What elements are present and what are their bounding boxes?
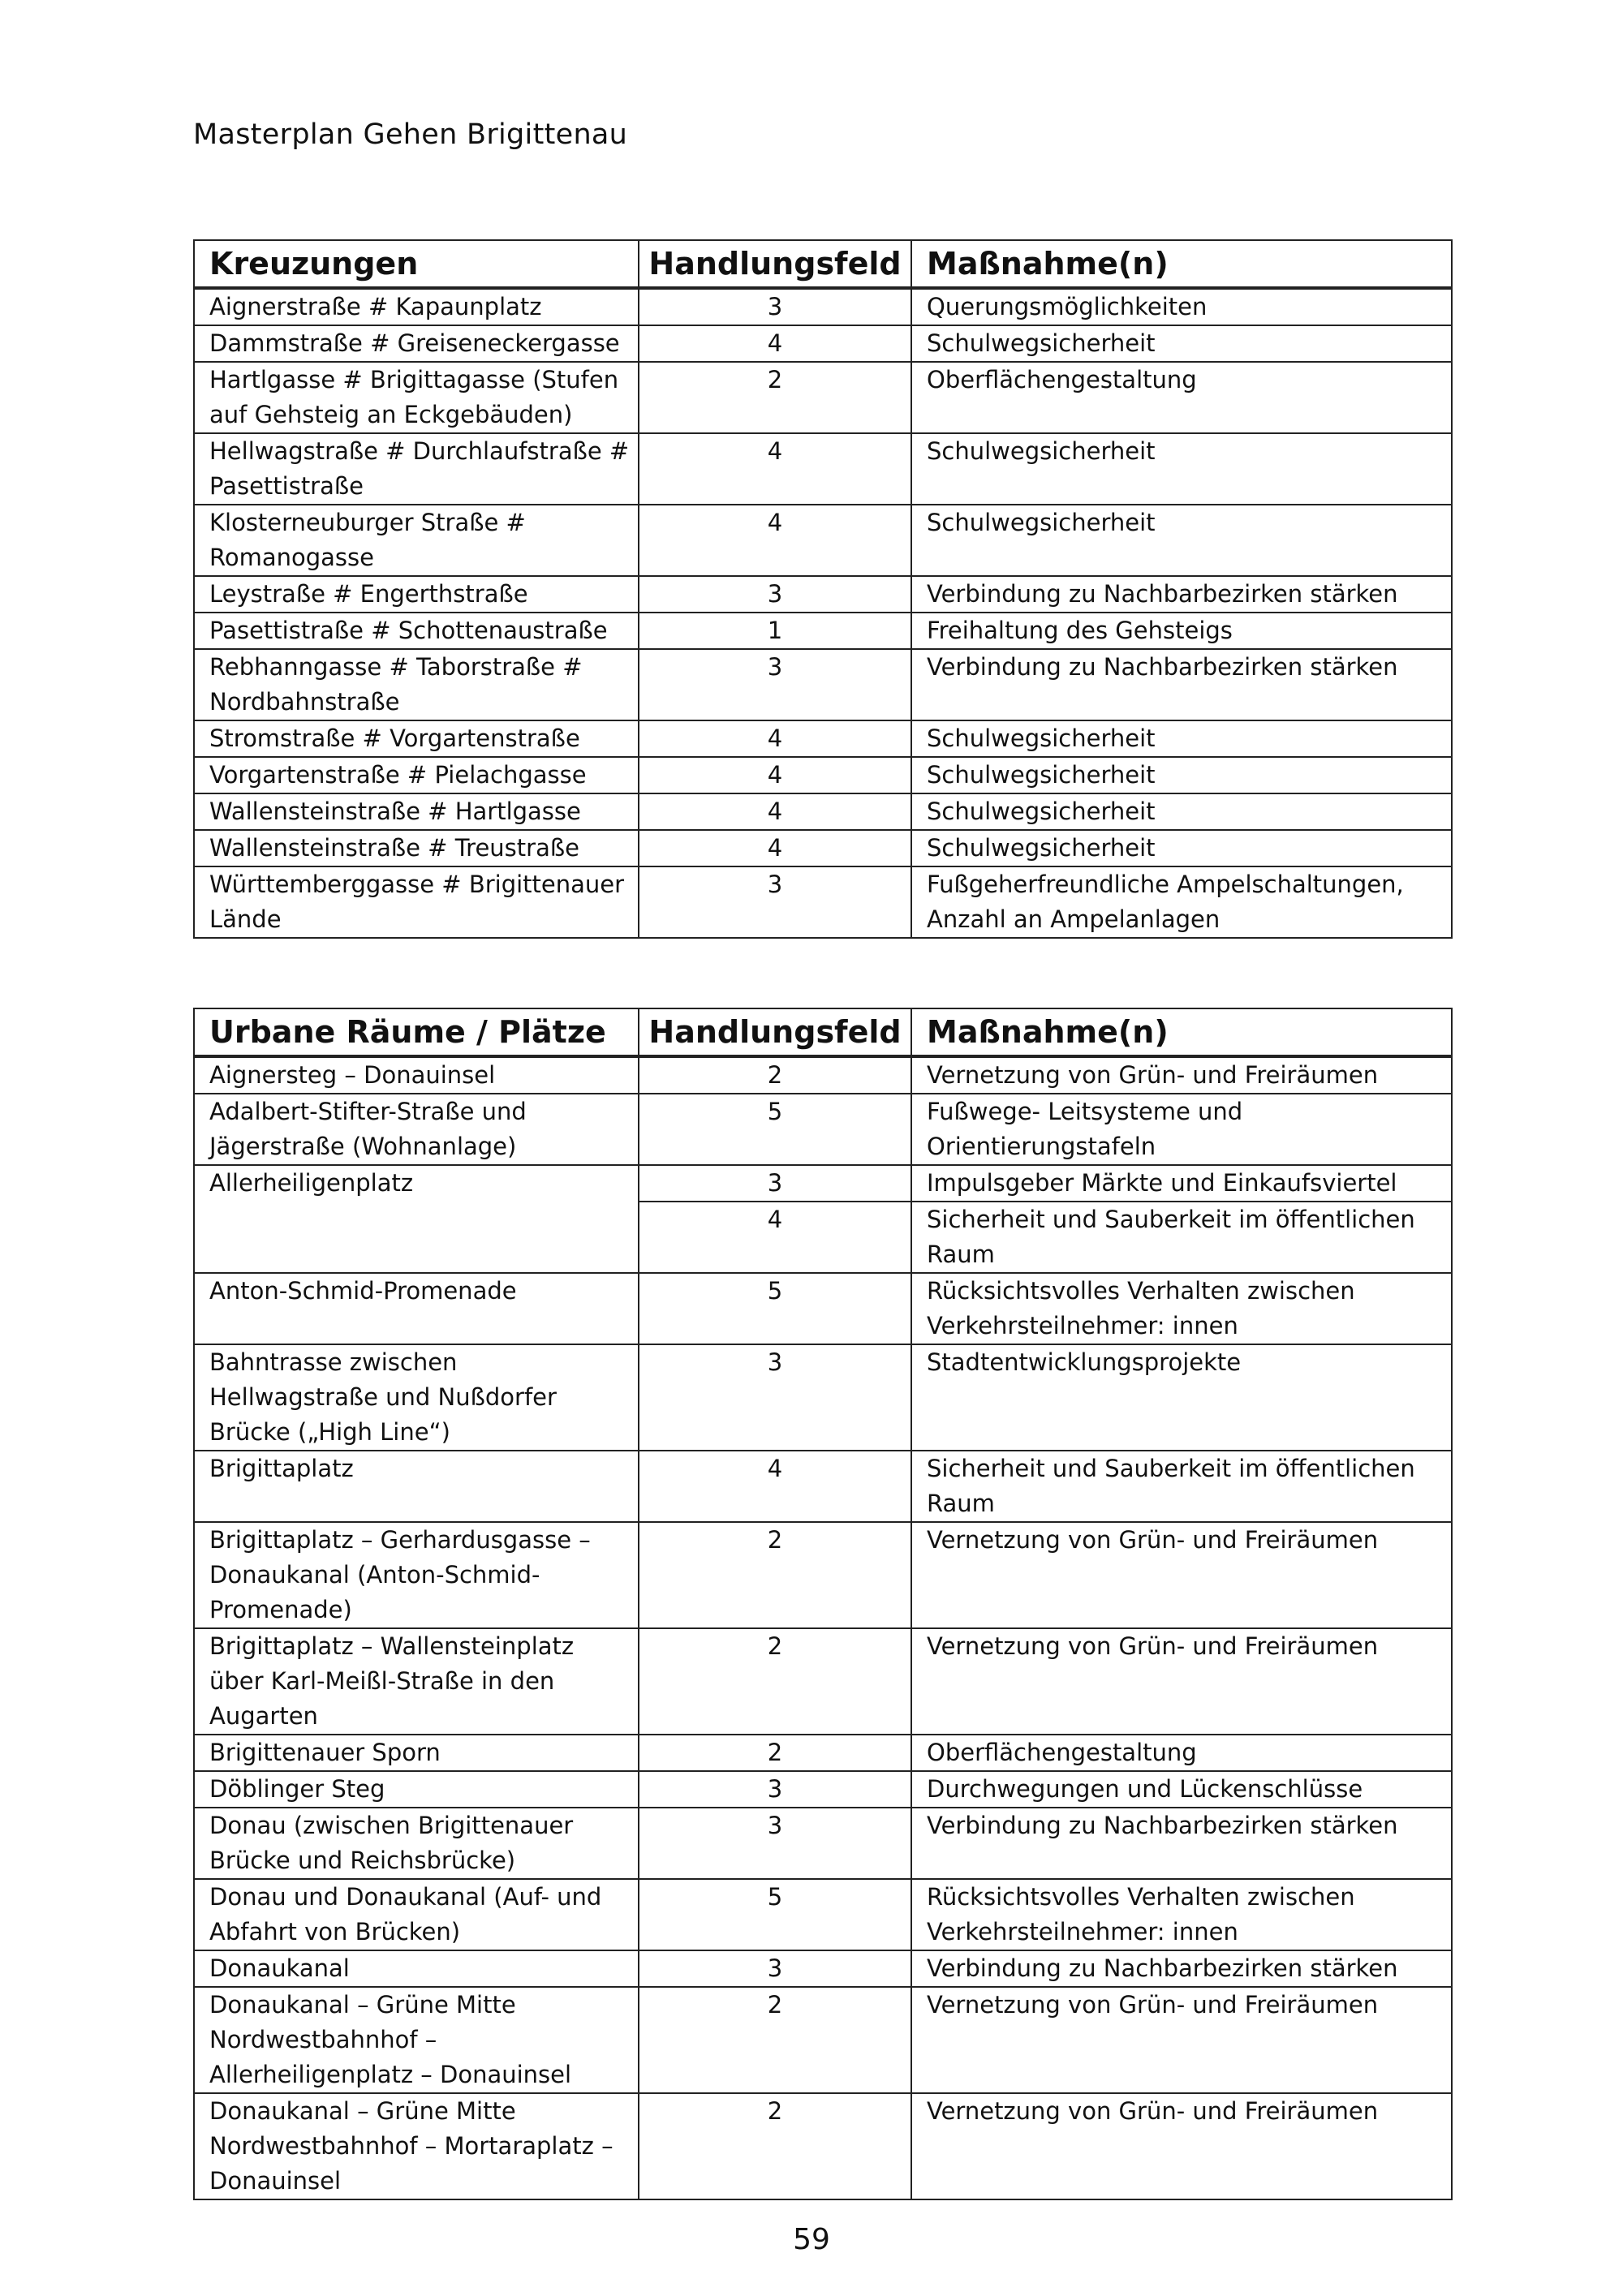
table-row: [194, 649, 1452, 720]
cell-location: Döblinger Steg: [194, 1771, 639, 1808]
cell-location: Brigittaplatz – Gerhardusgasse – Donaukanal (Anton-Schmid-Promenade): [194, 1522, 639, 1628]
cell-location: Donaukanal: [194, 1950, 639, 1987]
cell-location: Stromstraße # Vorgartenstraße: [194, 720, 639, 757]
table-row: [194, 1987, 1452, 2093]
cell-location: Allerheiligenplatz: [194, 1165, 639, 1273]
cell-handlungsfeld: 4: [639, 1451, 911, 1522]
table-row: [194, 1056, 1452, 1094]
cell-handlungsfeld: 5: [639, 1879, 911, 1950]
column-header-massnahmen: Maßnahme(n): [911, 1008, 1452, 1056]
column-header-kreuzungen: Kreuzungen: [194, 240, 639, 288]
cell-location: Pasettistraße # Schottenaustraße: [194, 613, 639, 649]
page-number: 59: [793, 2223, 830, 2256]
cell-handlungsfeld: 2: [639, 2093, 911, 2199]
cell-massnahme: Sicherheit und Sauberkeit im öffentlichen Raum: [911, 1451, 1452, 1522]
cell-handlungsfeld: 5: [639, 1094, 911, 1165]
cell-handlungsfeld: 2: [639, 1522, 911, 1628]
table-row: [194, 505, 1452, 576]
cell-massnahme: Fußwege- Leitsysteme und Orientierungstafeln: [911, 1094, 1452, 1165]
table-row: [194, 793, 1452, 830]
cell-location: Dammstraße # Greiseneckergasse: [194, 325, 639, 362]
table-row: [194, 720, 1452, 757]
table-row: [194, 1735, 1452, 1771]
cell-handlungsfeld: 3: [639, 1165, 911, 1202]
cell-handlungsfeld: 4: [639, 505, 911, 576]
cell-location: Anton-Schmid-Promenade: [194, 1273, 639, 1344]
cell-handlungsfeld: 3: [639, 1808, 911, 1879]
cell-massnahme: Rücksichtsvolles Verhalten zwischen Verkehrsteilnehmer: innen: [911, 1879, 1452, 1950]
table-kreuzungen: [193, 239, 1453, 939]
cell-massnahme: Schulwegsicherheit: [911, 757, 1452, 793]
cell-massnahme: Vernetzung von Grün- und Freiräumen: [911, 1056, 1452, 1094]
table-row: [194, 576, 1452, 613]
table-row: [194, 866, 1452, 938]
cell-handlungsfeld: 4: [639, 433, 911, 505]
cell-massnahme: Verbindung zu Nachbarbezirken stärken: [911, 576, 1452, 613]
cell-massnahme: Schulwegsicherheit: [911, 433, 1452, 505]
cell-handlungsfeld: 1: [639, 613, 911, 649]
cell-handlungsfeld: 3: [639, 1771, 911, 1808]
table-row: [194, 757, 1452, 793]
cell-massnahme: Impulsgeber Märkte und Einkaufsviertel: [911, 1165, 1452, 1202]
cell-handlungsfeld: 4: [639, 793, 911, 830]
cell-handlungsfeld: 2: [639, 1735, 911, 1771]
table-row: [194, 362, 1452, 433]
cell-handlungsfeld: 2: [639, 362, 911, 433]
table-urbane-raeume: [193, 1008, 1453, 2200]
cell-handlungsfeld: 3: [639, 1950, 911, 1987]
table-row: [194, 1273, 1452, 1344]
cell-location: Wallensteinstraße # Hartlgasse: [194, 793, 639, 830]
cell-massnahme: Oberflächengestaltung: [911, 362, 1452, 433]
table-row: [194, 1950, 1452, 1987]
cell-location: Rebhanngasse # Taborstraße # Nordbahnstraße: [194, 649, 639, 720]
cell-location: Vorgartenstraße # Pielachgasse: [194, 757, 639, 793]
table-row: [194, 1808, 1452, 1879]
column-header-massnahmen: Maßnahme(n): [911, 240, 1452, 288]
cell-massnahme: Freihaltung des Gehsteigs: [911, 613, 1452, 649]
table-row: [194, 325, 1452, 362]
cell-massnahme: Schulwegsicherheit: [911, 720, 1452, 757]
table-row: [194, 433, 1452, 505]
cell-handlungsfeld: 4: [639, 325, 911, 362]
cell-handlungsfeld: 3: [639, 288, 911, 325]
table-header-row: [194, 240, 1452, 288]
table-row: [194, 1879, 1452, 1950]
cell-massnahme: Vernetzung von Grün- und Freiräumen: [911, 1628, 1452, 1735]
cell-handlungsfeld: 3: [639, 1344, 911, 1451]
table-row: [194, 1094, 1452, 1165]
cell-handlungsfeld: 3: [639, 649, 911, 720]
table-row: [194, 1522, 1452, 1628]
cell-massnahme: Verbindung zu Nachbarbezirken stärken: [911, 1950, 1452, 1987]
cell-handlungsfeld: 4: [639, 1202, 911, 1273]
table-row: [194, 613, 1452, 649]
cell-handlungsfeld: 4: [639, 757, 911, 793]
cell-location: Bahntrasse zwischen Hellwagstraße und Nußdorfer Brücke („High Line“): [194, 1344, 639, 1451]
cell-massnahme: Verbindung zu Nachbarbezirken stärken: [911, 1808, 1452, 1879]
table-row: [194, 2093, 1452, 2199]
cell-location: Hartlgasse # Brigittagasse (Stufen auf Gehsteig an Eckgebäuden): [194, 362, 639, 433]
cell-location: Brigittaplatz – Wallensteinplatz über Karl-Meißl-Straße in den Augarten: [194, 1628, 639, 1735]
cell-massnahme: Durchwegungen und Lückenschlüsse: [911, 1771, 1452, 1808]
cell-location: Donau und Donaukanal (Auf- und Abfahrt von Brücken): [194, 1879, 639, 1950]
cell-location: Leystraße # Engerthstraße: [194, 576, 639, 613]
cell-location: Klosterneuburger Straße # Romanogasse: [194, 505, 639, 576]
table-row: [194, 1165, 1452, 1202]
cell-location: Aignerstraße # Kapaunplatz: [194, 288, 639, 325]
cell-massnahme: Vernetzung von Grün- und Freiräumen: [911, 2093, 1452, 2199]
cell-handlungsfeld: 3: [639, 576, 911, 613]
column-header-handlungsfeld: Handlungsfeld: [639, 240, 911, 288]
cell-massnahme: Fußgeherfreundliche Ampelschaltungen, Anzahl an Ampelanlagen: [911, 866, 1452, 938]
table-row: [194, 830, 1452, 866]
page-header: Masterplan Gehen Brigittenau: [193, 118, 628, 151]
cell-massnahme: Rücksichtsvolles Verhalten zwischen Verkehrsteilnehmer: innen: [911, 1273, 1452, 1344]
cell-massnahme: Schulwegsicherheit: [911, 325, 1452, 362]
cell-massnahme: Vernetzung von Grün- und Freiräumen: [911, 1987, 1452, 2093]
cell-massnahme: Vernetzung von Grün- und Freiräumen: [911, 1522, 1452, 1628]
cell-location: Donaukanal – Grüne Mitte Nordwestbahnhof – Mortaraplatz – Donauinsel: [194, 2093, 639, 2199]
cell-massnahme: Schulwegsicherheit: [911, 830, 1452, 866]
cell-handlungsfeld: 4: [639, 830, 911, 866]
cell-handlungsfeld: 3: [639, 866, 911, 938]
cell-massnahme: Schulwegsicherheit: [911, 505, 1452, 576]
cell-handlungsfeld: 5: [639, 1273, 911, 1344]
cell-location: Brigittenauer Sporn: [194, 1735, 639, 1771]
table-row: [194, 1451, 1452, 1522]
cell-massnahme: Stadtentwicklungsprojekte: [911, 1344, 1452, 1451]
cell-handlungsfeld: 2: [639, 1628, 911, 1735]
table-row: [194, 1344, 1452, 1451]
cell-location: Donaukanal – Grüne Mitte Nordwestbahnhof – Allerheiligenplatz – Donauinsel: [194, 1987, 639, 2093]
cell-location: Adalbert-Stifter-Straße und Jägerstraße (Wohnanlage): [194, 1094, 639, 1165]
cell-massnahme: Sicherheit und Sauberkeit im öffentlichen Raum: [911, 1202, 1452, 1273]
cell-location: Aignersteg – Donauinsel: [194, 1056, 639, 1094]
cell-location: Brigittaplatz: [194, 1451, 639, 1522]
table-row: [194, 288, 1452, 325]
table-row: [194, 1628, 1452, 1735]
cell-location: Wallensteinstraße # Treustraße: [194, 830, 639, 866]
cell-handlungsfeld: 2: [639, 1056, 911, 1094]
cell-massnahme: Verbindung zu Nachbarbezirken stärken: [911, 649, 1452, 720]
cell-location: Württemberggasse # Brigittenauer Lände: [194, 866, 639, 938]
cell-handlungsfeld: 4: [639, 720, 911, 757]
table-header-row: [194, 1008, 1452, 1056]
column-header-urbane-raeume: Urbane Räume / Plätze: [194, 1008, 639, 1056]
cell-massnahme: Schulwegsicherheit: [911, 793, 1452, 830]
cell-massnahme: Oberflächengestaltung: [911, 1735, 1452, 1771]
cell-location: Hellwagstraße # Durchlaufstraße # Pasettistraße: [194, 433, 639, 505]
table-row: [194, 1771, 1452, 1808]
column-header-handlungsfeld: Handlungsfeld: [639, 1008, 911, 1056]
cell-location: Donau (zwischen Brigittenauer Brücke und Reichsbrücke): [194, 1808, 639, 1879]
cell-handlungsfeld: 2: [639, 1987, 911, 2093]
cell-massnahme: Querungsmöglichkeiten: [911, 288, 1452, 325]
